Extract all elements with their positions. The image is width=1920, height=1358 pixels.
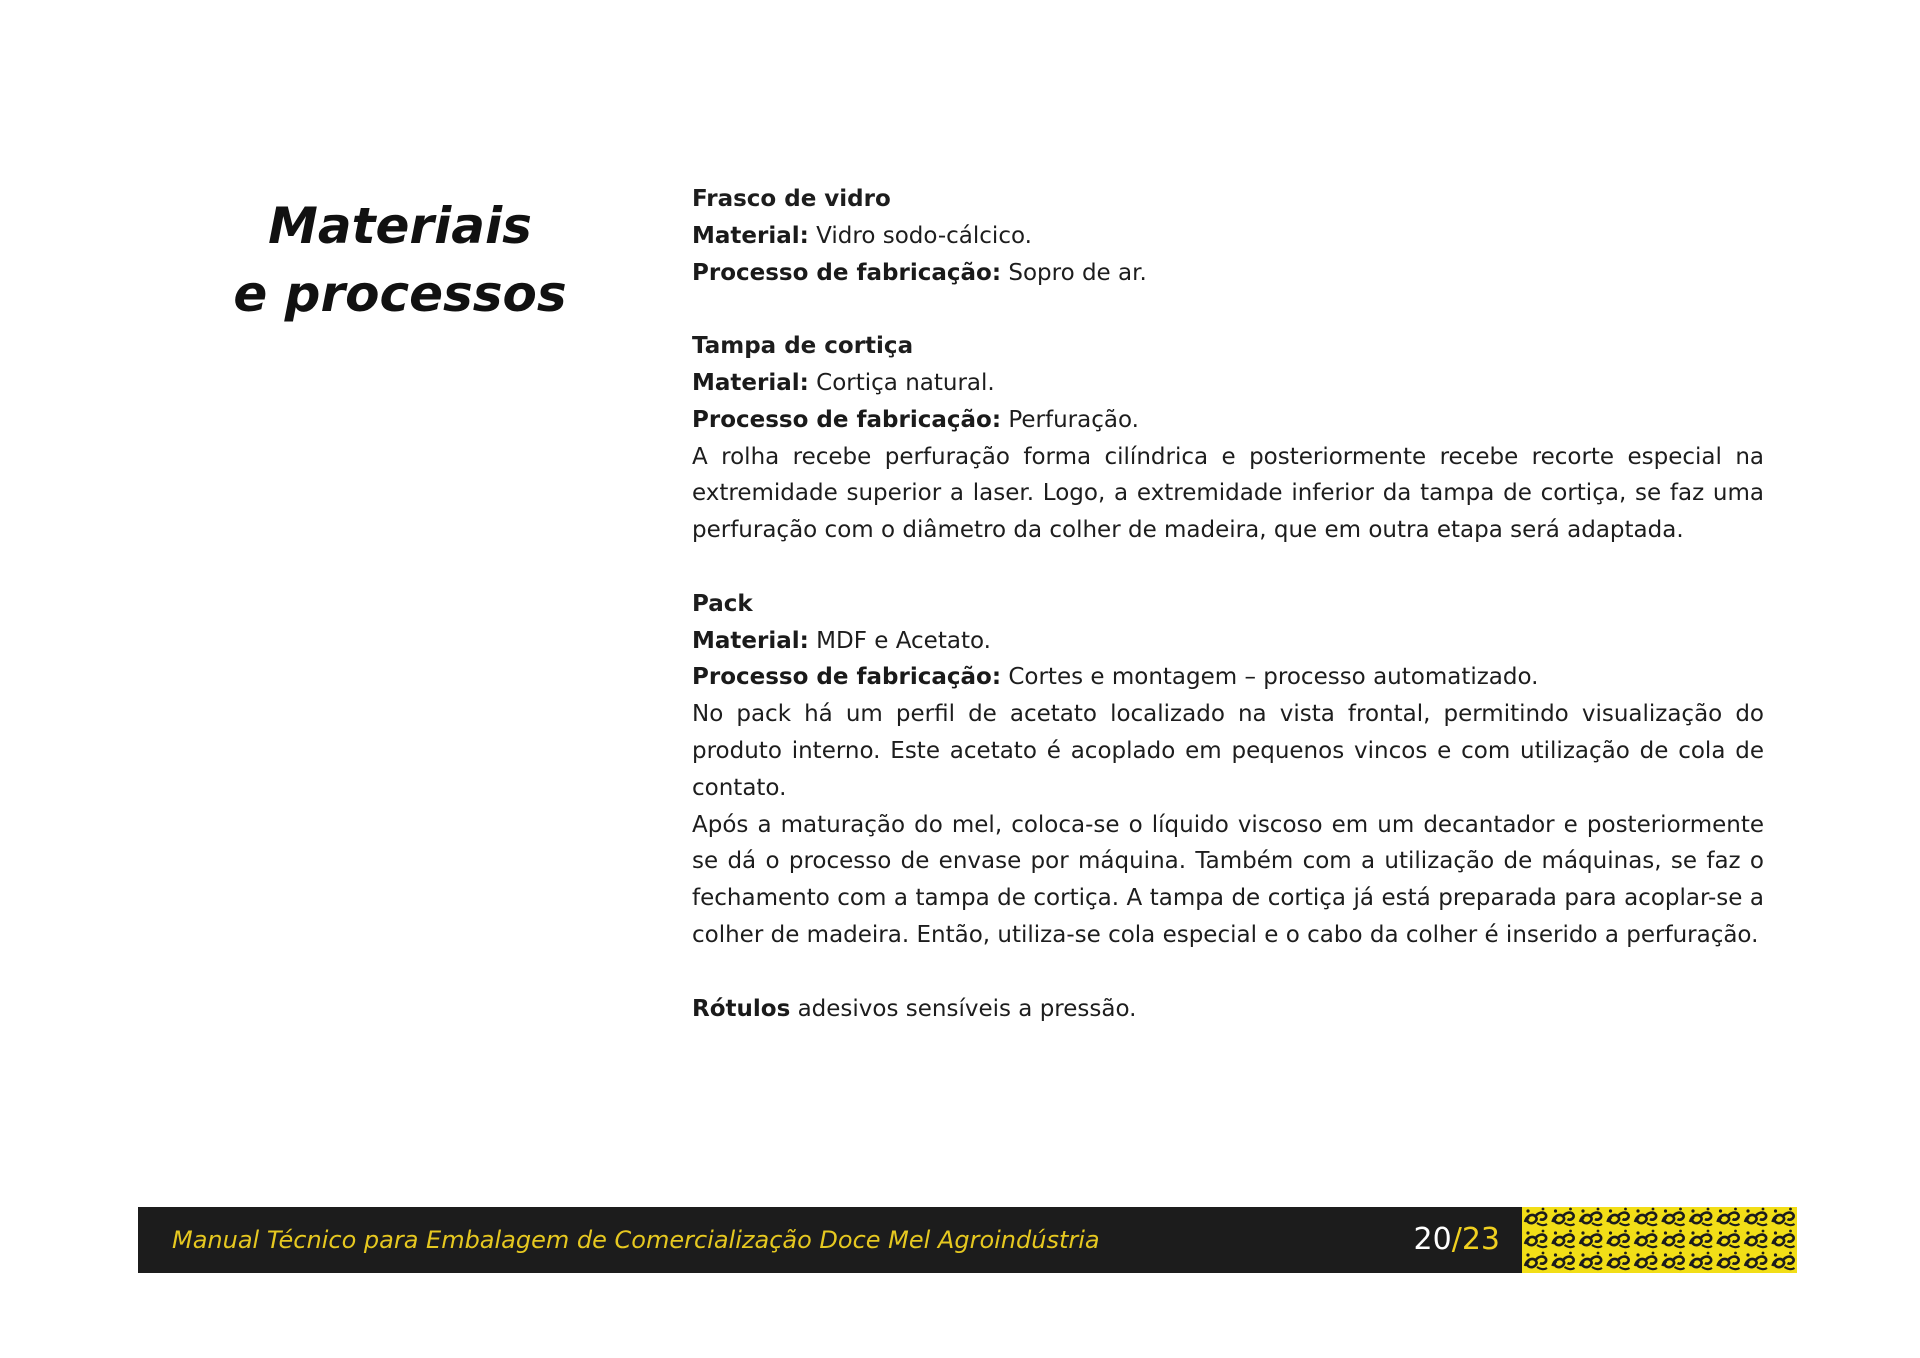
footer-title: Manual Técnico para Embalagem de Comercialização Doce Mel Agroindústria [172,1226,1100,1254]
content-body [692,181,1764,1064]
rotulos-line [692,991,1764,1028]
section-heading: Frasco de vidro [692,186,891,212]
section-heading: Pack [692,590,753,617]
material-label: Material: [692,369,809,396]
process-line [692,255,1764,292]
process-label: Processo de fabricação: [692,259,1002,286]
section-pack [692,586,1764,954]
process-label: Processo de fabricação: [692,406,1002,433]
page-separator: / [1451,1222,1462,1257]
section-tampa [692,328,1764,549]
rotulos-label: Rótulos [692,995,791,1022]
material-line [692,218,1764,255]
page-current: 20 [1413,1222,1452,1257]
section-paragraph: A rolha recebe perfuração forma cilíndrica e posteriormente recebe recorte especial na extremidade superior a laser. Logo, a extremidade inferior da tampa de cortiça, se faz uma perfuração com o diâmetro da colher de madeira, que em outra etapa será adaptada. [692,443,1764,544]
section-frasco [692,181,1764,291]
material-value: MDF e Acetato. [808,627,991,654]
material-label: Material: [692,222,809,249]
page-title-line-2: e processos [233,265,567,323]
material-line [692,623,1764,660]
process-value: Cortes e montagem – processo automatizado. [1001,664,1539,691]
page-title-line-1: Materiais [268,197,532,255]
footer-bar [138,1207,1522,1273]
material-value: Cortiça natural. [808,369,995,396]
process-value: Perfuração. [1001,406,1139,433]
page-total: 23 [1461,1222,1500,1257]
bee-pattern-icon [1522,1207,1797,1273]
process-line [692,402,1764,439]
section-heading: Tampa de cortiça [692,333,914,360]
process-line [692,659,1764,696]
material-value: Vidro sodo-cálcico. [808,222,1032,249]
page-title [200,192,600,328]
process-value: Sopro de ar. [1001,259,1147,286]
process-label: Processo de fabricação: [692,664,1002,691]
material-line [692,365,1764,402]
section-rotulos [692,991,1764,1028]
section-paragraph: No pack há um perfil de acetato localizado na vista frontal, permitindo visualização do produto interno. Este acetato é acoplado em pequenos vincos e com utilização de cola de contato. [692,701,1764,801]
rotulos-value: adesivos sensíveis a pressão. [790,995,1137,1022]
material-label: Material: [692,627,809,654]
section-paragraph: Após a maturação do mel, coloca-se o líquido viscoso em um decantador e posteriormente se dá o processo de envase por máquina. Também com a utilização de máquinas, se faz o fechamento com a tampa de cortiça. A tampa de cortiça já está preparada para acoplar-se a colher de madeira. Então, utiliza-se cola especial e o cabo da colher é inserido a perfuração. [692,811,1764,948]
page-number [1414,1207,1500,1273]
